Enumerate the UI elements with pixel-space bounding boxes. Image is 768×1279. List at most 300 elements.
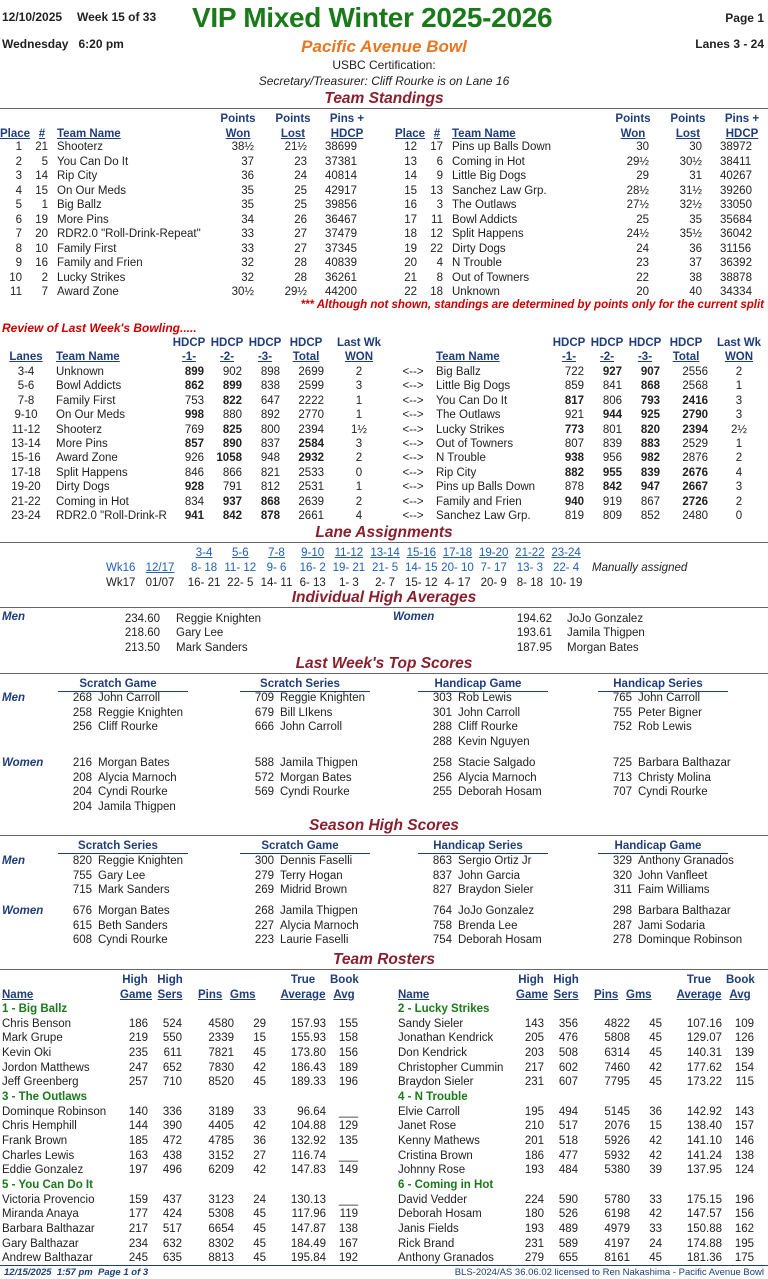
lane-pair-header: 23-24 bbox=[551, 547, 581, 559]
footer-right: BLS-2024/AS 36.06.02 licensed to Ren Nakashima - Pacific Avenue Bowl bbox=[454, 1267, 764, 1278]
points-won: 24½ bbox=[626, 228, 649, 240]
lanes: 23-24 bbox=[11, 510, 41, 522]
games-won: 3 bbox=[735, 394, 743, 407]
book-average: 155 bbox=[338, 1017, 358, 1030]
high-game: 235 bbox=[128, 1046, 148, 1059]
high-series: 589 bbox=[558, 1237, 578, 1250]
lane-pairing: 13- 3 bbox=[516, 562, 543, 574]
bowler-name: Barbara Balthazar bbox=[638, 905, 731, 917]
hdcp-game: 882 bbox=[564, 466, 584, 479]
high-game: 201 bbox=[524, 1134, 544, 1147]
roster-col-avg-a: True bbox=[686, 974, 712, 986]
total-pins: 3189 bbox=[208, 1105, 234, 1118]
team-number: 14 bbox=[35, 170, 48, 182]
standings-row bbox=[0, 184, 373, 199]
lanes: 5-6 bbox=[17, 380, 35, 393]
roster-col-book-a: Book bbox=[726, 974, 755, 986]
score-value: 765 bbox=[612, 692, 632, 704]
hdcp-game: 753 bbox=[184, 394, 204, 407]
team-number: 19 bbox=[35, 213, 48, 226]
hdcp-game: 801 bbox=[602, 423, 622, 436]
place: 6 bbox=[15, 213, 22, 226]
standings-row bbox=[0, 155, 373, 170]
standings-row bbox=[395, 213, 768, 228]
footer-divider bbox=[0, 1265, 768, 1266]
high-series: 710 bbox=[162, 1076, 182, 1089]
standings-col-hdcp-1: Pins + bbox=[329, 113, 365, 125]
high-game: 140 bbox=[128, 1105, 148, 1118]
hdcp-game: 878 bbox=[260, 510, 280, 522]
games-won: 3 bbox=[735, 481, 743, 494]
hdcp-total: 2932 bbox=[298, 452, 324, 465]
games: 45 bbox=[649, 1032, 662, 1045]
bowler-name: Deborah Hosam bbox=[458, 786, 542, 798]
book-average: ___ bbox=[338, 1105, 358, 1118]
hdcp-game: 947 bbox=[640, 481, 660, 494]
report-date: 12/10/2025 bbox=[2, 10, 63, 24]
top-scores-divider bbox=[0, 673, 768, 674]
score-value: 256 bbox=[432, 771, 452, 784]
hdcp-game: 899 bbox=[222, 380, 242, 393]
total-pins: 4197 bbox=[604, 1237, 630, 1250]
player-name: Miranda Anaya bbox=[2, 1208, 79, 1221]
games: 42 bbox=[253, 1120, 266, 1133]
roster-col-hs-b: Sers bbox=[553, 989, 579, 1001]
spacer bbox=[702, 198, 720, 213]
games-won: 2 bbox=[355, 366, 363, 378]
review-col-g2-b: -2- bbox=[219, 351, 235, 363]
player-name: Dominque Robinson bbox=[2, 1105, 107, 1118]
hdcp-game: 878 bbox=[564, 481, 584, 494]
pins-hdcp: 38878 bbox=[720, 271, 752, 284]
team-number: 3 bbox=[436, 199, 443, 211]
true-average: 96.64 bbox=[297, 1105, 326, 1118]
true-average: 184.49 bbox=[290, 1237, 326, 1250]
roster-col-pins: Pins bbox=[594, 989, 619, 1001]
hdcp-game: 1058 bbox=[216, 452, 242, 465]
high-series: 336 bbox=[162, 1105, 182, 1118]
lane-pairing: 9- 6 bbox=[266, 562, 287, 574]
standings-col-lost-2: Lost bbox=[280, 128, 306, 140]
bowler-name: Mark Sanders bbox=[176, 641, 248, 654]
hdcp-game: 809 bbox=[602, 510, 622, 522]
lanes-range: Lanes 3 - 24 bbox=[695, 37, 764, 51]
lanes: 3-4 bbox=[17, 366, 35, 378]
games-won: 2 bbox=[735, 452, 743, 465]
hdcp-game: 956 bbox=[602, 452, 622, 465]
lanes-title: Lane Assignments bbox=[315, 524, 453, 541]
points-won: 30 bbox=[636, 141, 649, 153]
team-name: Out of Towners bbox=[452, 271, 530, 284]
score-value: 713 bbox=[612, 771, 632, 784]
spacer bbox=[307, 256, 325, 271]
league-title: VIP Mixed Winter 2025-2026 bbox=[192, 2, 553, 33]
bowler-name: Peter Bigner bbox=[638, 706, 702, 719]
bowler-name: Barbara Balthazar bbox=[638, 757, 731, 769]
vs-arrow: <--> bbox=[402, 438, 424, 450]
games: 45 bbox=[253, 1252, 266, 1265]
standings-col-won-1: Points bbox=[220, 113, 256, 125]
team-name: More Pins bbox=[57, 213, 109, 226]
points-won: 35 bbox=[241, 199, 254, 211]
games: 33 bbox=[253, 1105, 266, 1118]
average-value: 218.60 bbox=[124, 627, 160, 640]
team-name: Out of Towners bbox=[436, 438, 514, 450]
book-average: 115 bbox=[735, 1076, 754, 1089]
roster-col-book-b: Avg bbox=[729, 989, 751, 1001]
lane-pair-header: 5-6 bbox=[231, 547, 249, 559]
book-average: 167 bbox=[338, 1237, 358, 1250]
team-number: 15 bbox=[35, 184, 48, 197]
player-name: Cristina Brown bbox=[398, 1149, 473, 1162]
player-name: Gary Balthazar bbox=[2, 1237, 79, 1250]
score-value: 755 bbox=[612, 706, 632, 719]
high-game: 219 bbox=[128, 1032, 148, 1045]
hdcp-game: 921 bbox=[564, 409, 584, 422]
high-game: 231 bbox=[524, 1076, 544, 1089]
high-game: 197 bbox=[128, 1164, 148, 1177]
lane-pairing: 19- 21 bbox=[332, 562, 366, 574]
bowler-name: Christy Molina bbox=[638, 771, 711, 784]
team-name: Family First bbox=[56, 394, 116, 407]
bowler-name: Stacie Salgado bbox=[458, 757, 536, 769]
points-won: 33 bbox=[241, 242, 254, 255]
roster-team-name: 4 - N Trouble bbox=[398, 1091, 468, 1103]
total-pins: 7795 bbox=[604, 1076, 630, 1089]
true-average: 189.33 bbox=[290, 1076, 326, 1089]
book-average: 162 bbox=[734, 1222, 754, 1235]
book-average: 129 bbox=[338, 1120, 358, 1133]
true-average: 116.74 bbox=[291, 1149, 326, 1162]
standings-row bbox=[0, 140, 373, 155]
bowler-name: Kevin Nguyen bbox=[458, 735, 530, 748]
player-name: Jonathan Kendrick bbox=[398, 1032, 494, 1045]
place: 7 bbox=[15, 228, 22, 240]
score-value: 268 bbox=[72, 692, 92, 704]
points-lost: 38 bbox=[689, 271, 702, 284]
book-average: 157 bbox=[734, 1120, 754, 1133]
lane-pairing: 14- 11 bbox=[260, 576, 293, 589]
true-average: 181.36 bbox=[686, 1252, 722, 1265]
score-value: 268 bbox=[254, 905, 274, 917]
total-pins: 3123 bbox=[208, 1193, 234, 1206]
games-won: 3 bbox=[355, 380, 363, 393]
score-value: 223 bbox=[254, 934, 274, 946]
games: 24 bbox=[253, 1193, 266, 1206]
footer-left: 12/15/2025 1:57 pm Page 1 of 3 bbox=[4, 1267, 149, 1278]
hdcp-game: 902 bbox=[222, 366, 242, 378]
review-row bbox=[0, 495, 768, 509]
points-won: 33 bbox=[241, 228, 254, 240]
hdcp-total: 2699 bbox=[298, 366, 324, 378]
high-series: 524 bbox=[162, 1017, 182, 1030]
high-series: 550 bbox=[162, 1032, 182, 1045]
hdcp-game: 907 bbox=[640, 366, 660, 378]
score-column-header: Scratch Series bbox=[78, 840, 158, 852]
games-won: 4 bbox=[735, 466, 743, 479]
score-value: 608 bbox=[72, 934, 92, 946]
bowler-name: Alycia Marnoch bbox=[98, 771, 177, 784]
high-series: 476 bbox=[558, 1032, 578, 1045]
average-value: 213.50 bbox=[124, 641, 160, 654]
book-average: 156 bbox=[734, 1208, 754, 1221]
hdcp-total: 2726 bbox=[682, 495, 708, 508]
standings-table bbox=[395, 140, 768, 300]
standings-row bbox=[395, 271, 768, 286]
review-col-team: Team Name bbox=[436, 351, 500, 363]
lane-pairing: 8- 18 bbox=[190, 562, 218, 574]
review-col-g3-b: -3- bbox=[637, 351, 653, 363]
high-game: 163 bbox=[128, 1149, 148, 1162]
place: 5 bbox=[15, 199, 22, 211]
review-row bbox=[0, 423, 768, 437]
games: 45 bbox=[253, 1046, 266, 1059]
bowler-name: John Garcia bbox=[458, 869, 521, 882]
total-pins: 7821 bbox=[208, 1046, 234, 1059]
place: 13 bbox=[404, 155, 417, 168]
games-won: 1 bbox=[355, 394, 363, 407]
place: 11 bbox=[10, 286, 22, 298]
rosters-divider bbox=[0, 969, 768, 970]
lane-pair-header: 17-18 bbox=[442, 547, 473, 559]
team-name: Coming in Hot bbox=[452, 155, 525, 168]
pins-hdcp: 40267 bbox=[720, 170, 752, 182]
bowler-name: Cliff Rourke bbox=[98, 721, 158, 733]
player-name: Eddie Gonzalez bbox=[2, 1164, 84, 1177]
hdcp-total: 2584 bbox=[298, 438, 324, 450]
lane-pairing: 14- 15 bbox=[404, 562, 438, 574]
spacer bbox=[48, 271, 57, 286]
games: 42 bbox=[253, 1061, 266, 1074]
true-average: 117.96 bbox=[291, 1208, 326, 1221]
high-game: 203 bbox=[524, 1046, 544, 1059]
team-name: Coming in Hot bbox=[56, 495, 129, 508]
roster-col-hs-a: High bbox=[553, 974, 579, 986]
roster-col-hg-a: High bbox=[518, 974, 544, 986]
place: 10 bbox=[9, 271, 22, 284]
place: 15 bbox=[404, 184, 417, 197]
spacer bbox=[48, 198, 57, 213]
spacer bbox=[443, 285, 452, 300]
total-pins: 4979 bbox=[604, 1222, 630, 1235]
roster-col-avg-a: True bbox=[290, 974, 316, 986]
vs-arrow: <--> bbox=[402, 366, 424, 378]
review-row bbox=[0, 480, 768, 494]
roster-team-name: 1 - Big Ballz bbox=[2, 1003, 68, 1015]
spacer bbox=[307, 285, 325, 300]
hdcp-game: 773 bbox=[564, 423, 584, 436]
team-name: RDR2.0 "Roll-Drink-Repeat" bbox=[57, 228, 201, 240]
review-col-g2-a: HDCP bbox=[590, 337, 624, 349]
hdcp-game: 834 bbox=[184, 495, 204, 508]
games: 24 bbox=[649, 1237, 662, 1250]
total-pins: 5932 bbox=[604, 1149, 630, 1162]
games-won: 2 bbox=[355, 495, 363, 508]
spacer bbox=[443, 198, 452, 213]
spacer bbox=[48, 227, 57, 242]
pins-hdcp: 40814 bbox=[325, 170, 357, 182]
hdcp-game: 883 bbox=[640, 438, 660, 450]
points-lost: 24 bbox=[294, 170, 307, 182]
true-average: 186.43 bbox=[290, 1061, 326, 1074]
hdcp-game: 839 bbox=[640, 466, 660, 479]
spacer bbox=[702, 285, 720, 300]
total-pins: 7830 bbox=[208, 1061, 234, 1074]
book-average: 196 bbox=[338, 1076, 358, 1089]
points-won: 25 bbox=[636, 213, 649, 226]
games: 45 bbox=[253, 1222, 266, 1235]
high-series: 602 bbox=[558, 1061, 578, 1074]
bowler-name: JoJo Gonzalez bbox=[567, 613, 644, 625]
games-won: 3 bbox=[735, 409, 743, 422]
place: 16 bbox=[404, 199, 417, 211]
lane-pairing: 21- 5 bbox=[371, 562, 399, 574]
place: 17 bbox=[404, 213, 417, 226]
true-average: 137.95 bbox=[686, 1164, 722, 1177]
team-name: Unknown bbox=[452, 286, 500, 298]
team-name: On Our Meds bbox=[57, 184, 127, 197]
score-column-header: Handicap Series bbox=[613, 678, 703, 690]
standings-col-hdcp-2: HDCP bbox=[725, 128, 759, 140]
averages-divider bbox=[0, 607, 768, 608]
bowler-name: Alycia Marnoch bbox=[280, 919, 359, 932]
review-col-g2-a: HDCP bbox=[210, 337, 244, 349]
spacer bbox=[48, 213, 57, 228]
review-col-g1-b: -1- bbox=[561, 351, 577, 363]
high-game: 185 bbox=[128, 1134, 148, 1147]
games-won: 2 bbox=[735, 366, 743, 378]
high-game: 193 bbox=[524, 1164, 544, 1177]
points-lost: 25 bbox=[294, 184, 307, 197]
lane-pairing: 7- 17 bbox=[480, 562, 507, 574]
hdcp-game: 817 bbox=[564, 394, 584, 407]
games-won: 0 bbox=[735, 510, 743, 522]
true-average: 141.10 bbox=[686, 1134, 722, 1147]
spacer bbox=[702, 256, 720, 271]
high-series: 526 bbox=[558, 1208, 578, 1221]
book-average: 195 bbox=[734, 1237, 754, 1250]
roster-col-hs-b: Sers bbox=[157, 989, 183, 1001]
standings-row bbox=[395, 198, 768, 213]
games-won: 2 bbox=[735, 495, 743, 508]
spacer bbox=[443, 213, 452, 228]
total-pins: 4580 bbox=[208, 1017, 234, 1030]
high-game: 224 bbox=[524, 1193, 544, 1206]
score-value: 258 bbox=[72, 706, 92, 719]
hdcp-total: 2790 bbox=[682, 409, 708, 422]
hdcp-game: 941 bbox=[184, 510, 204, 522]
spacer bbox=[443, 155, 452, 170]
team-name: Bowl Addicts bbox=[452, 213, 518, 226]
hdcp-game: 838 bbox=[260, 380, 280, 393]
hdcp-game: 800 bbox=[260, 423, 280, 436]
men-label: Men bbox=[2, 692, 25, 704]
score-value: 863 bbox=[432, 855, 452, 867]
total-pins: 3152 bbox=[208, 1149, 234, 1162]
score-value: 755 bbox=[72, 869, 92, 882]
standings-row bbox=[395, 256, 768, 271]
season-divider bbox=[0, 835, 768, 836]
pins-hdcp: 36042 bbox=[720, 228, 752, 240]
standings-col-team: Team Name bbox=[452, 128, 516, 140]
pins-hdcp: 38411 bbox=[720, 155, 752, 168]
spacer bbox=[307, 242, 325, 257]
roster-team-name: 3 - The Outlaws bbox=[2, 1091, 87, 1103]
pins-hdcp: 35684 bbox=[720, 213, 752, 226]
hdcp-game: 937 bbox=[222, 495, 242, 508]
bowler-name: Jamila Thigpen bbox=[98, 800, 176, 813]
lanes-divider bbox=[0, 542, 768, 543]
standings-row bbox=[395, 184, 768, 199]
true-average: 173.80 bbox=[290, 1046, 326, 1059]
lanes: 11-12 bbox=[11, 423, 41, 436]
high-game: 195 bbox=[524, 1105, 544, 1118]
standings-row bbox=[395, 155, 768, 170]
team-name: Pins up Balls Down bbox=[436, 481, 536, 494]
bowler-name: Braydon Sieler bbox=[458, 884, 534, 896]
score-value: 588 bbox=[254, 757, 274, 769]
spacer bbox=[443, 169, 452, 184]
hdcp-total: 2222 bbox=[298, 394, 324, 407]
hdcp-game: 927 bbox=[602, 366, 622, 378]
hdcp-game: 862 bbox=[184, 380, 204, 393]
bowler-name: Bill LIkens bbox=[280, 706, 333, 719]
games: 42 bbox=[649, 1134, 662, 1147]
pins-hdcp: 37479 bbox=[325, 228, 357, 240]
place: 3 bbox=[15, 170, 22, 182]
score-value: 227 bbox=[254, 919, 274, 932]
hdcp-total: 2531 bbox=[298, 481, 324, 494]
high-game: 180 bbox=[524, 1208, 544, 1221]
points-lost: 28 bbox=[294, 271, 307, 284]
bowler-name: Reggie Knighten bbox=[98, 706, 184, 719]
lane-pair-header: 3-4 bbox=[195, 547, 213, 559]
high-game: 210 bbox=[524, 1120, 544, 1133]
team-number: 4 bbox=[436, 257, 443, 269]
team-name: You Can Do It bbox=[57, 155, 129, 168]
place: 8 bbox=[15, 242, 22, 255]
review-col-won-a: Last Wk bbox=[336, 337, 382, 349]
score-value: 287 bbox=[612, 919, 632, 932]
score-column-header: Scratch Game bbox=[261, 840, 339, 852]
team-name: Lucky Strikes bbox=[436, 423, 505, 436]
total-pins: 6654 bbox=[208, 1222, 234, 1235]
hdcp-game: 722 bbox=[564, 366, 584, 378]
high-series: 508 bbox=[558, 1046, 578, 1059]
score-value: 715 bbox=[72, 884, 92, 896]
spacer bbox=[307, 271, 325, 286]
team-name: Split Happens bbox=[452, 228, 524, 240]
hdcp-game: 859 bbox=[564, 380, 584, 393]
score-value: 758 bbox=[432, 919, 452, 932]
games: 33 bbox=[649, 1222, 662, 1235]
pins-hdcp: 38699 bbox=[325, 141, 357, 153]
book-average: 158 bbox=[338, 1032, 358, 1045]
high-game: 217 bbox=[128, 1222, 148, 1235]
roster-col-book-a: Book bbox=[330, 974, 359, 986]
spacer bbox=[443, 184, 452, 199]
player-name: Jordon Matthews bbox=[2, 1061, 90, 1074]
high-game: 279 bbox=[524, 1252, 544, 1265]
standings-col-hdcp-2: HDCP bbox=[330, 128, 364, 140]
score-value: 279 bbox=[254, 869, 274, 882]
games-won: 0 bbox=[355, 466, 363, 479]
vs-arrow: <--> bbox=[402, 495, 424, 508]
team-name: Split Happens bbox=[56, 466, 128, 479]
hdcp-total: 2556 bbox=[682, 366, 708, 378]
roster-col-hg-b: Game bbox=[516, 989, 548, 1001]
lane-pairing: 1- 3 bbox=[338, 576, 359, 589]
